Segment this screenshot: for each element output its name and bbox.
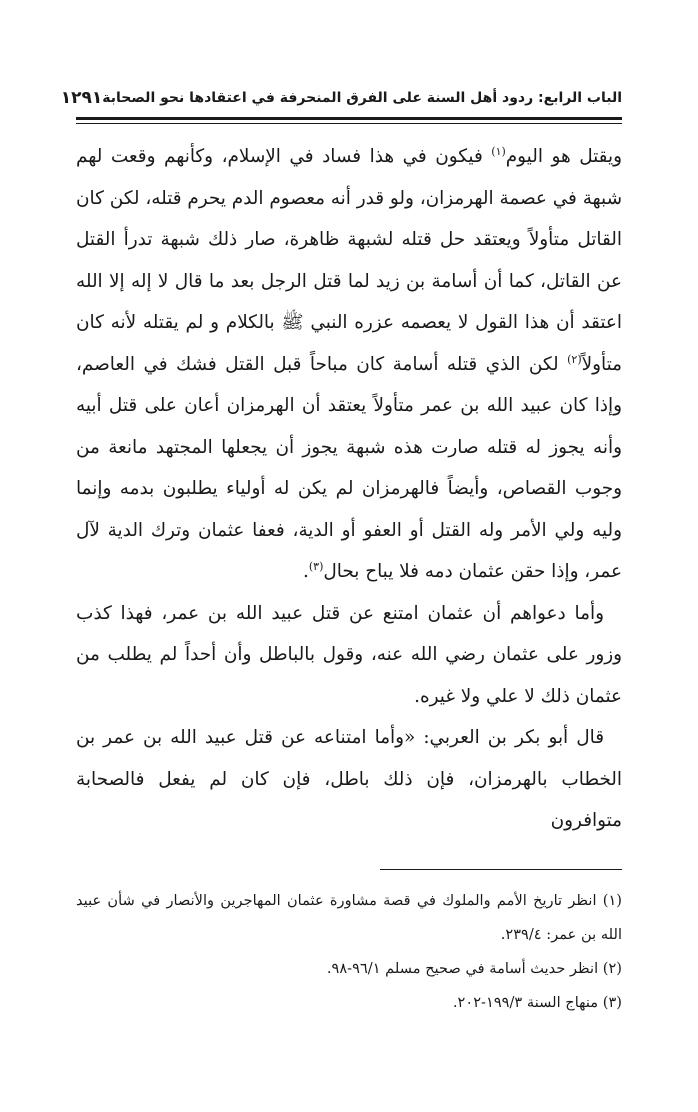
footnotes bbox=[76, 884, 622, 1020]
paragraph bbox=[76, 136, 622, 593]
footnote: (١) انظر تاريخ الأمم والملوك في قصة مشاورة عثمان المهاجرين والأنصار في شأن عبيد الله بن عمر: ٢٣٩/٤. bbox=[76, 892, 622, 943]
chapter-title: الباب الرابع: ردود أهل السنة على الفرق المنحرفة في اعتقادها نحو الصحابة bbox=[102, 90, 622, 106]
page-number: ١٢٩١ bbox=[60, 88, 103, 108]
paragraph: قال أبو بكر بن العربي: «وأما امتناعه عن قتل عبيد الله بن عمر بن الخطاب بالهرمزان، فإن ذلك باطل، فإن كان لم يفعل فالصحابة متوافرون bbox=[76, 727, 622, 831]
main-text bbox=[76, 136, 622, 842]
running-header bbox=[60, 84, 622, 112]
text-segment: ويقتل هو اليوم bbox=[505, 146, 622, 167]
footnote: (٣) منهاج السنة ١٩٩/٣-٢٠٢. bbox=[452, 994, 622, 1011]
footnote-ref: (١) bbox=[491, 145, 506, 158]
footnote-ref: (٢) bbox=[567, 352, 582, 366]
footnote-separator bbox=[380, 869, 622, 870]
paragraph: وأما دعواهم أن عثمان امتنع عن قتل عبيد الله بن عمر، فهذا كذب وزور على عثمان رضي الله عنه، وقول بالباطل وأن أحداً لم يطلب من عثمان ذلك لا علي ولا غيره. bbox=[76, 602, 622, 707]
footnote-ref: (٣) bbox=[308, 560, 324, 573]
text-segment: لكن الذي قتله أسامة كان مباحاً قبل القتل فشك في العاصم، وإذا كان عبيد الله بن عمر متأولاً يعتقد أن الهرمزان أعان على قتل أبيه وأنه يجوز له قتله صارت هذه شبهة يجوز أن يجعلها المجتهد مانعة من وجوب القصاص، وأيضاً فالهرمزان لم يكن له أولياء يطلبون بدمه وإنما وليه ولي الأمر وله القتل أو العفو أو الدية، فعفا عثمان وترك الدية لآل عمر، وإذا حقن عثمان دمه فلا يباح بحال bbox=[76, 353, 622, 582]
text-segment: فيكون في هذا فساد في الإسلام، وكأنهم وقعت لهم شبهة في عصمة الهرمزان، ولو قدر أنه معصوم الدم يحرم قتله، لكن كان القاتل متأولاً ويعتقد حل قتله لشبهة ظاهرة، صار ذلك شبهة تدرأ القتل عن القاتل، كما أن أسامة بن زيد لما قتل الرجل بعد ما قال لا إله إلا الله اعتقد أن هذا القول لا يعصمه عزره النبي ﷺ بالكلام و لم يقتله لأنه كان متأولاً bbox=[76, 146, 622, 375]
header-rule-thick bbox=[76, 117, 622, 120]
text-segment: . bbox=[303, 561, 309, 582]
footnote: (٢) انظر حديث أسامة في صحيح مسلم ٩٦/١-٩٨. bbox=[326, 960, 622, 977]
header-rule-thin bbox=[76, 123, 622, 124]
